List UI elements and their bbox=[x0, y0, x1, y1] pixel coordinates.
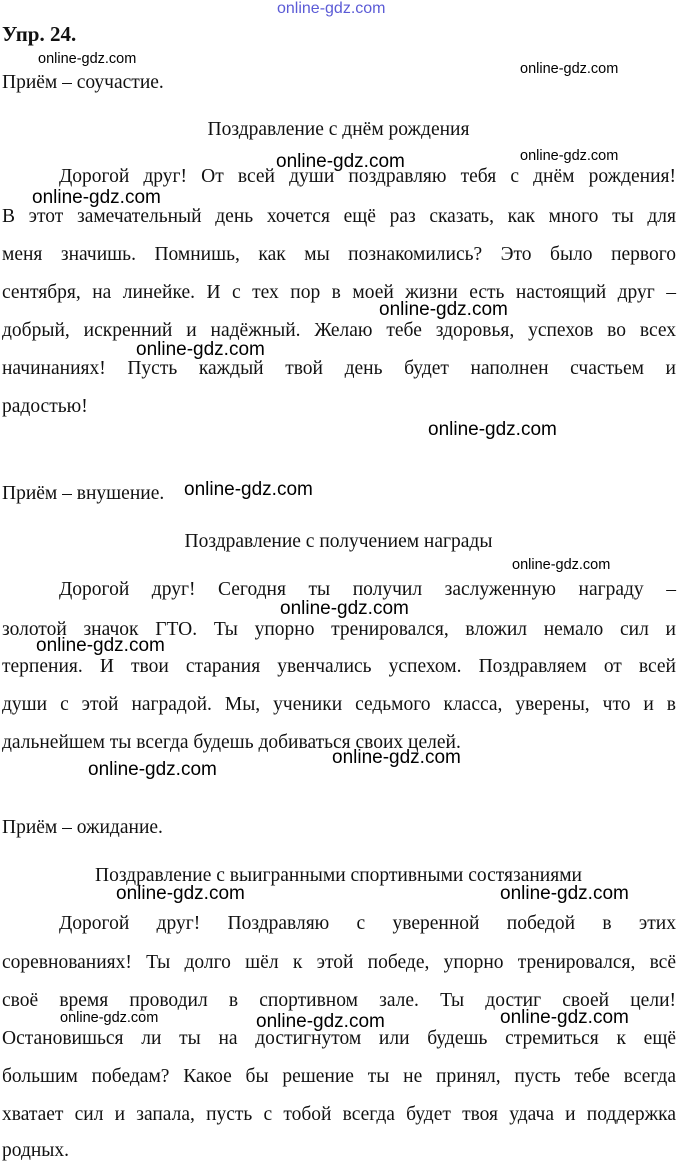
watermark: online-gdz.com bbox=[280, 598, 409, 619]
paragraph-line: хватает сил и запала, пусть с тобой всегда будет твоя удача и поддержка bbox=[2, 1104, 676, 1125]
paragraph-line: соревнованиях! Ты долго шёл к этой победе, упорно тренировался, всё bbox=[2, 952, 676, 973]
section-heading-1: Поздравление с днём рождения bbox=[207, 119, 470, 140]
technique-label-3: Приём – ожидание. bbox=[2, 817, 163, 838]
paragraph-line: меня значишь. Помнишь, как мы познакомились? Это было первого bbox=[2, 244, 676, 265]
watermark: online-gdz.com bbox=[428, 419, 557, 440]
paragraph-line: терпения. И твои старания увенчались успехом. Поздравляем от всей bbox=[2, 656, 676, 677]
paragraph-line: Остановишься ли ты на достигнутом или будешь стремиться к ещё bbox=[2, 1028, 676, 1049]
watermark-top: online-gdz.com bbox=[277, 0, 386, 17]
technique-label-1: Приём – соучастие. bbox=[2, 72, 164, 93]
exercise-title: Упр. 24. bbox=[2, 22, 77, 46]
watermark: online-gdz.com bbox=[379, 299, 508, 320]
paragraph-line: добрый, искренний и надёжный. Желаю тебе здоровья, успехов во всех bbox=[2, 320, 676, 341]
paragraph-line: Дорогой друг! Поздравляю с уверенной победой в этих bbox=[59, 913, 676, 934]
watermark: online-gdz.com bbox=[32, 187, 161, 208]
paragraph-line: сентября, на линейке. И с тех пор в моей жизни есть настоящий друг – bbox=[2, 282, 676, 303]
paragraph-line: души с этой наградой. Мы, ученики седьмого класса, уверены, что и в bbox=[2, 694, 676, 715]
watermark: online-gdz.com bbox=[60, 1010, 159, 1026]
paragraph-line: радостью! bbox=[2, 396, 88, 417]
paragraph-line: большим победам? Какое бы решение ты не принял, пусть тебе всегда bbox=[2, 1066, 676, 1087]
paragraph-line: дальнейшем ты всегда будешь добиваться своих целей. bbox=[2, 732, 461, 753]
technique-label-2: Приём – внушение. bbox=[2, 483, 165, 504]
watermark: online-gdz.com bbox=[116, 883, 245, 904]
paragraph-line: Дорогой друг! От всей души поздравляю тебя с днём рождения! bbox=[59, 166, 676, 187]
watermark: online-gdz.com bbox=[512, 557, 611, 573]
watermark: online-gdz.com bbox=[256, 1011, 385, 1032]
paragraph-line: своё время проводил в спортивном зале. Ты достиг своей цели! bbox=[2, 990, 676, 1011]
section-heading-2: Поздравление с получением награды bbox=[184, 531, 493, 552]
watermark: online-gdz.com bbox=[520, 148, 619, 164]
watermark: online-gdz.com bbox=[276, 151, 405, 172]
watermark: online-gdz.com bbox=[38, 51, 137, 67]
paragraph-line: родных. bbox=[2, 1140, 70, 1161]
watermark: online-gdz.com bbox=[500, 883, 629, 904]
watermark: online-gdz.com bbox=[88, 759, 217, 780]
watermark: online-gdz.com bbox=[500, 1007, 629, 1028]
paragraph-line: начинаниях! Пусть каждый твой день будет наполнен счастьем и bbox=[2, 358, 676, 379]
section-heading-3: Поздравление с выигранными спортивными состязаниями bbox=[95, 865, 582, 886]
paragraph-line: Дорогой друг! Сегодня ты получил заслуженную награду – bbox=[59, 579, 676, 600]
watermark: online-gdz.com bbox=[136, 339, 265, 360]
paragraph-line: В этот замечательный день хочется ещё раз сказать, как много ты для bbox=[2, 206, 676, 227]
watermark: online-gdz.com bbox=[332, 747, 461, 768]
watermark: online-gdz.com bbox=[36, 635, 165, 656]
watermark: online-gdz.com bbox=[184, 479, 313, 500]
paragraph-line: золотой значок ГТО. Ты упорно тренировался, вложил немало сил и bbox=[2, 619, 676, 640]
watermark: online-gdz.com bbox=[520, 61, 619, 77]
